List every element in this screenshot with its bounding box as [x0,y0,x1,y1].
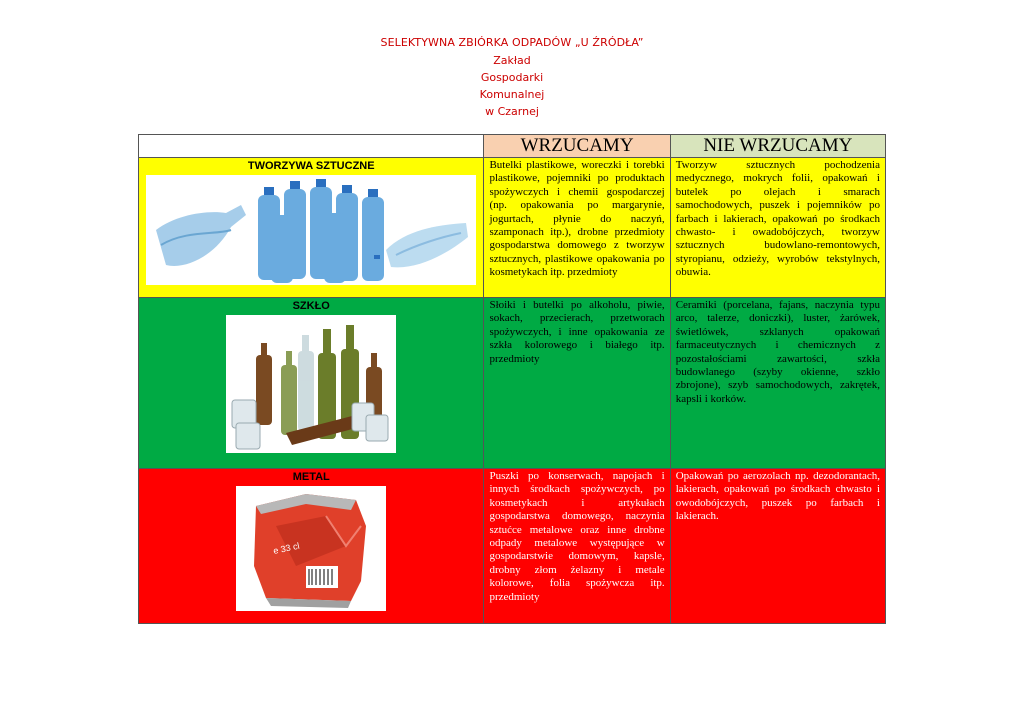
org-line-4: w Czarnej [485,105,539,118]
category-label-metal: METAL [292,471,330,483]
category-cell-plastics [139,158,484,298]
glass-bottles-image [226,315,396,453]
header-blank-cell [139,135,484,158]
table-row-plastics [139,158,886,298]
not-allowed-plastics: Tworzyw sztucznych pochodzenia medycznego, mokrych folii, opakowań i butelek po olejach i smarach samochodowych, puszek i pojemników po farbach i lakierach, opakowań po środkach chwasto- i owadobójczych, tworzyw sztucznych budowlano-remontowych, styropianu, odzieży, wyrobów tekstylnych, obuwia. [670,158,885,298]
allowed-plastics: Butelki plastikowe, woreczki i torebki plastikowe, pojemniki po produktach spożywczych i chemii gospodarczej (np. opakowania po margarynie, jogurtach, płynie do naczyń, szamponach itp.), drobne przedmioty gospodarstwa domowego z tworzyw sztucznych, plastikowe opakowania po kosmetykach itp. przedmioty [484,158,670,298]
waste-sorting-table [138,134,886,624]
header-allowed: WRZUCAMY [484,135,670,158]
can-volume-label: e 33 cl [272,540,301,556]
header-not-allowed: NIE WRZUCAMY [670,135,885,158]
plastic-bottles-image [146,175,476,285]
document-title: SELEKTYWNA ZBIÓRKA ODPADÓW „U ŹRÓDŁA” [380,36,644,49]
category-cell-metal [139,469,484,624]
org-line-1-text: Zakład [493,54,531,67]
org-line-1 [0,52,1024,69]
category-label-glass: SZKŁO [292,300,330,312]
table-header-row [139,135,886,158]
category-label-plastics: TWORZYWA SZTUCZNE [247,160,375,172]
not-allowed-glass: Ceramiki (porcelana, fajans, naczynia typu arco, talerze, doniczki), luster, żarówek, świetlówek, szklanych opakowań farmaceutycznych i chemicznych z pozostałościami zawartości, szkła budowlanego (szyby okienne, szkło zbrojone), szyb samochodowych, zakrętek, kapsli i korków. [670,298,885,469]
table-row-metal [139,469,886,624]
table-row-glass [139,298,886,469]
org-line-2: Gospodarki [480,71,544,84]
allowed-glass: Słoiki i butelki po alkoholu, piwie, sokach, przecierach, przetworach spożywczych, i inne opakowania ze szkła kolorowego i białego itp. przedmioty [484,298,670,469]
document-header [0,36,1024,120]
not-allowed-metal: Opakowań po aerozolach np. dezodorantach, lakierach, opakowań po środkach chwasto i owodobójczych, puszek po farbach i lakierach. [670,469,885,624]
category-cell-glass [139,298,484,469]
crushed-can-image [236,486,386,611]
allowed-metal: Puszki po konserwach, napojach i innych środkach spożywczych, po kosmetykach i artykułach gospodarstwa domowego, naczynia sztućce metalowe oraz inne drobne odpady metalowe występujące w gospodarstwie domowym, kapsle, drobny złom żelazny i metale kolorowe, folia spożywcza itp. przedmioty [484,469,670,624]
org-line-3: Komunalnej [479,88,545,101]
